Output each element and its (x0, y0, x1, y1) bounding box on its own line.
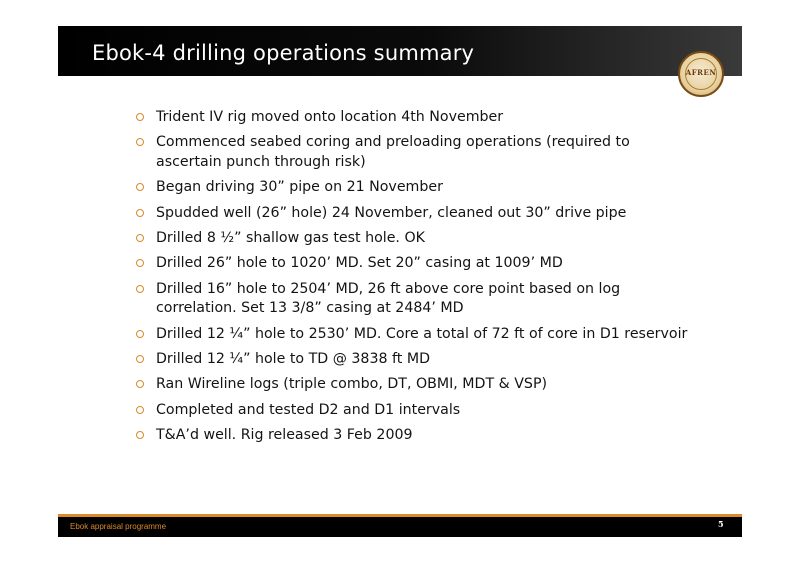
bullet-circle-icon (136, 113, 144, 121)
bullet-item (136, 350, 696, 369)
bullet-circle-icon (136, 431, 144, 439)
bullet-circle-icon (136, 259, 144, 267)
bullet-text: Trident IV rig moved onto location 4th November (156, 109, 504, 125)
bullet-text: Drilled 8 ½” shallow gas test hole. OK (156, 230, 425, 247)
bullet-item (136, 426, 696, 445)
bullet-item (136, 178, 696, 197)
bullet-circle-icon (136, 330, 144, 338)
bullet-item (136, 325, 696, 344)
slide-title: Ebok-4 drilling operations summary (92, 41, 475, 65)
bullet-text: Ran Wireline logs (triple combo, DT, OBMI, MDT & VSP) (156, 376, 548, 393)
bullet-text: Commenced seabed coring and preloading operations (required to ascertain punch through risk) (156, 134, 630, 170)
bullet-circle-icon (136, 234, 144, 242)
bullet-item (136, 204, 696, 223)
bullet-text: Drilled 12 ¼” hole to TD @ 3838 ft MD (156, 351, 431, 368)
bullet-list (136, 108, 696, 452)
bullet-item (136, 401, 696, 420)
bullet-text: Began driving 30” pipe on 21 November (156, 179, 443, 196)
bullet-item (136, 108, 696, 127)
page-number: 5 (718, 519, 724, 529)
bullet-circle-icon (136, 209, 144, 217)
bullet-circle-icon (136, 355, 144, 363)
bullet-text: Spudded well (26” hole) 24 November, cleaned out 30” drive pipe (156, 204, 627, 221)
bullet-circle-icon (136, 138, 144, 146)
bullet-text: Completed and tested D2 and D1 intervals (156, 401, 461, 418)
bullet-circle-icon (136, 406, 144, 414)
bullet-circle-icon (136, 285, 144, 293)
bullet-text: T&A’d well. Rig released 3 Feb 2009 (156, 427, 413, 444)
bullet-circle-icon (136, 380, 144, 388)
bullet-text: Drilled 16” hole to 2504’ MD, 26 ft above core point based on log correlation. Set 13 3/8” casing at 2484’ MD (156, 280, 621, 317)
bullet-item (136, 375, 696, 394)
bullet-text: Drilled 26” hole to 1020’ MD. Set 20” casing at 1009’ MD (156, 255, 563, 272)
bullet-item (136, 229, 696, 248)
bullet-item (136, 254, 696, 273)
bullet-item (136, 280, 696, 319)
bullet-text: Drilled 12 ¼” hole to 2530’ MD. Core a total of 72 ft of core in D1 reservoir (156, 325, 688, 342)
bullet-circle-icon (136, 183, 144, 191)
bullet-item (136, 133, 696, 172)
footer-text: Ebok appraisal programme (70, 522, 167, 531)
afren-logo-icon (678, 51, 724, 97)
logo-text: AFREN (685, 68, 717, 77)
